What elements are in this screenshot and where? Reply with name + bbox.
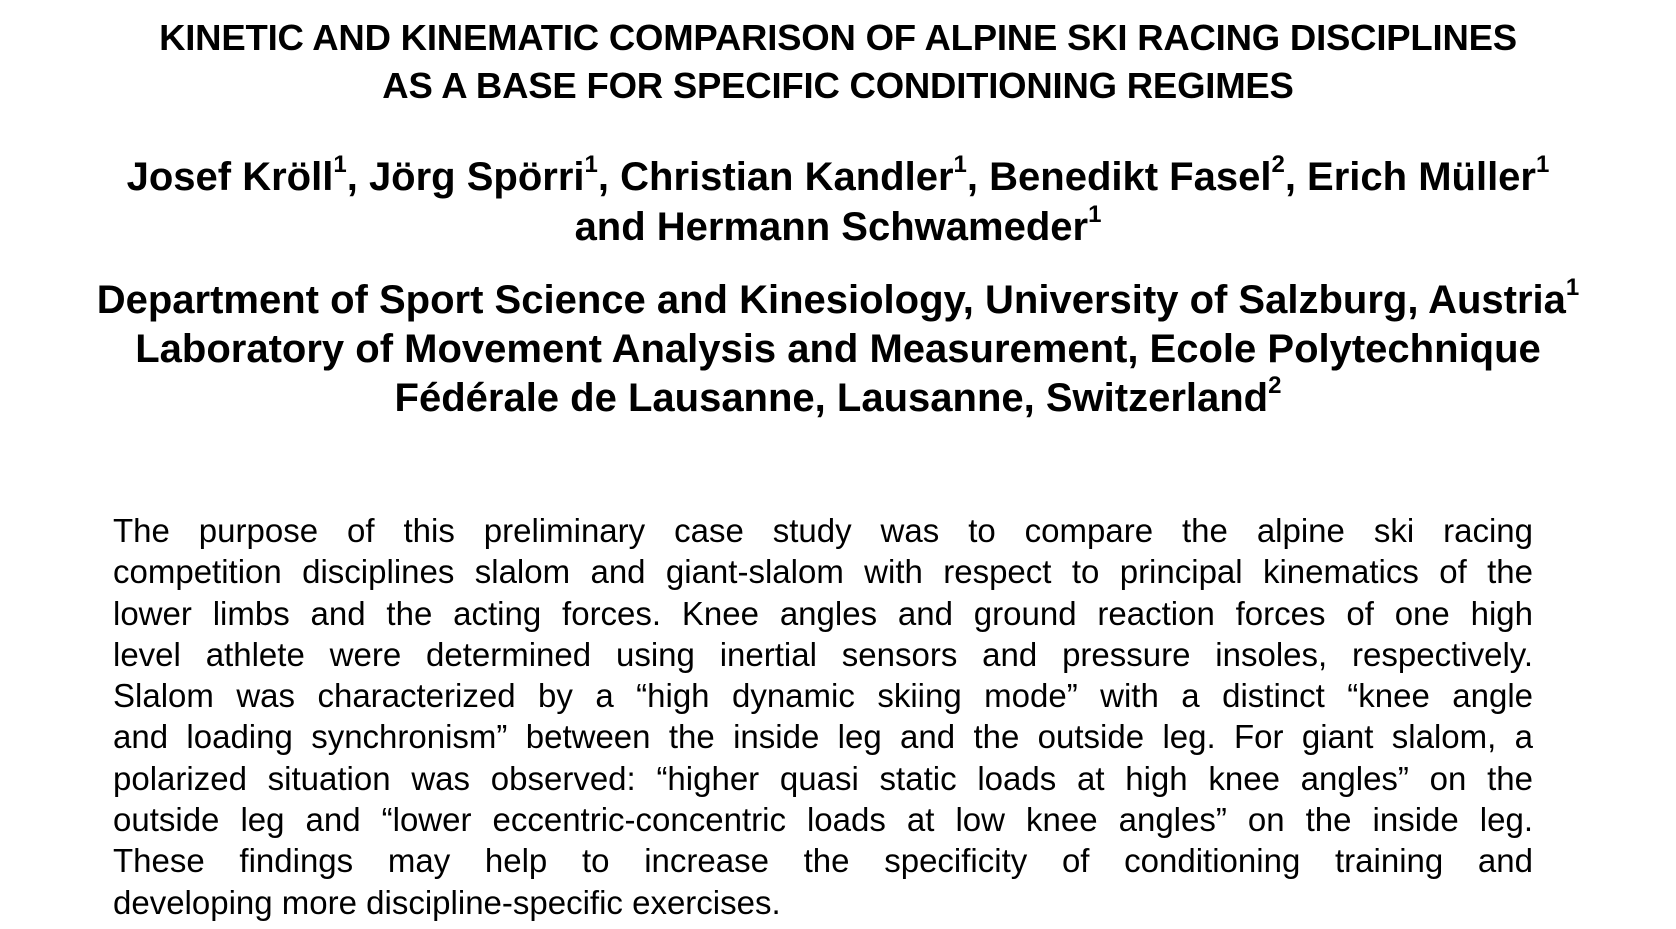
affiliation-block <box>0 273 1676 423</box>
author-name: Erich Müller <box>1307 155 1536 199</box>
affiliation-line-1 <box>0 273 1676 325</box>
affiliation-text: Fédérale de Lausanne, Lausanne, Switzerland <box>394 376 1269 420</box>
affiliation-text: Laboratory of Movement Analysis and Measurement, Ecole Polytechnique <box>135 327 1541 371</box>
affiliation-mark: 1 <box>1565 273 1580 301</box>
abstract-line: competition disciplines slalom and giant-slalom with respect to principal kinematics of the <box>113 553 1533 591</box>
abstract-line: The purpose of this preliminary case study was to compare the alpine ski racing <box>113 512 1533 549</box>
affiliation-mark: 2 <box>1268 371 1282 399</box>
abstract-line: polarized situation was observed: “higher quasi static loads at high knee angles” on the <box>113 759 1533 797</box>
author-separator: , <box>966 155 990 199</box>
author-name: Christian Kandler <box>620 155 954 199</box>
paper-title <box>0 14 1676 110</box>
author-name: Jörg Spörri <box>368 155 585 199</box>
author-separator: , <box>1284 155 1308 199</box>
author-name: and Hermann Schwameder <box>574 205 1089 249</box>
author-separator: , <box>346 155 369 199</box>
author-list <box>0 152 1676 252</box>
author-affiliation-mark: 2 <box>1271 150 1285 178</box>
author-line-2 <box>0 202 1676 252</box>
affiliation-line-2 <box>0 325 1676 374</box>
abstract-line: lower limbs and the acting forces. Knee angles and ground reaction forces of one high <box>113 594 1533 632</box>
abstract-line: developing more discipline-specific exercises. <box>113 883 781 921</box>
abstract-line: and loading synchronism” between the inside leg and the outside leg. For giant slalom, a <box>113 718 1533 756</box>
abstract-line: Slalom was characterized by a “high dynamic skiing mode” with a distinct “knee angle <box>113 677 1533 715</box>
abstract-line: level athlete were determined using inertial sensors and pressure insoles, respectively. <box>113 635 1533 673</box>
author-affiliation-mark: 1 <box>953 150 967 178</box>
author-affiliation-mark: 1 <box>584 150 598 178</box>
author-line-1 <box>0 152 1676 202</box>
title-line-1: KINETIC AND KINEMATIC COMPARISON OF ALPINE SKI RACING DISCIPLINES <box>159 17 1517 58</box>
author-affiliation-mark: 1 <box>1536 150 1550 178</box>
affiliation-line-3 <box>0 371 1676 423</box>
author-name: Benedikt Fasel <box>989 155 1272 199</box>
author-affiliation-mark: 1 <box>1088 200 1102 228</box>
title-line-2: AS A BASE FOR SPECIFIC CONDITIONING REGIMES <box>382 65 1294 106</box>
abstract <box>113 510 1533 923</box>
author-affiliation-mark: 1 <box>333 150 347 178</box>
affiliation-text: Department of Sport Science and Kinesiology, University of Salzburg, Austria <box>96 278 1566 322</box>
author-separator: , <box>597 155 621 199</box>
abstract-line: outside leg and “lower eccentric-concentric loads at low knee angles” on the inside leg. <box>113 801 1533 839</box>
author-name: Josef Kröll <box>126 155 334 199</box>
abstract-line: These findings may help to increase the specificity of conditioning training and <box>113 842 1533 880</box>
